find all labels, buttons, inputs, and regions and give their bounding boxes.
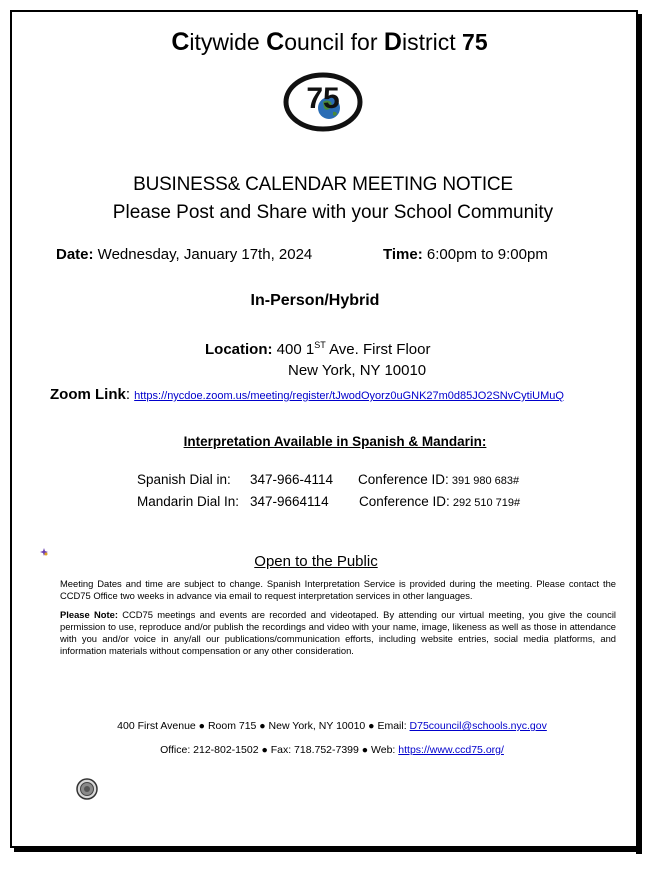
spanish-dial-number: 347-966-4114 xyxy=(250,472,334,487)
open-to-public-heading: Open to the Public xyxy=(254,553,378,570)
meeting-date: Date: Wednesday, January 17th, 2024 xyxy=(56,246,313,263)
district-75-logo xyxy=(283,72,363,132)
nyc-seal-icon xyxy=(76,778,98,800)
zoom-link[interactable]: https://nycdoe.zoom.us/meeting/register/tJwodOyorz0uGNK27m0d85JO2SNvCytiUMuQ xyxy=(134,390,564,402)
footer-address: 400 First Avenue ● Room 715 ● New York, NY 10010 ● Email: D75council@schools.nyc.gov xyxy=(117,720,547,732)
svg-text:75: 75 xyxy=(306,82,340,115)
spanish-dial-label: Spanish Dial in: xyxy=(137,472,231,487)
page-border-shadow-bottom xyxy=(14,848,642,852)
mandarin-dial-label: Mandarin Dial In: xyxy=(137,494,240,509)
mandarin-conference-id: Conference ID: 292 510 719# xyxy=(359,494,521,509)
footer-email-link[interactable]: D75council@schools.nyc.gov xyxy=(409,720,547,732)
spanish-conference-id: Conference ID: 391 980 683# xyxy=(358,472,520,487)
meeting-location-city: New York, NY 10010 xyxy=(288,362,427,379)
notice-heading: BUSINESS& CALENDAR MEETING NOTICE xyxy=(133,174,513,195)
disclaimer-paragraph: Meeting Dates and time are subject to change. Spanish Interpretation Service is provided during the meeting. Please contact the CCD75 Office two weeks in advance via email to request interpretation services in other languages. xyxy=(60,578,616,601)
recording-notice-paragraph: Please Note: CCD75 meetings and events are recorded and videotaped. By attending our virtual meeting, you give the council permission to use, reproduce and/or publish the recordings and video with your name, image, likeness as well as those in attendance with you and/or voice in any/all our publications/communication efforts, including website entries, social media platforms, and information materials without compensation or any other consideration. xyxy=(60,609,616,656)
mandarin-dial-number: 347-9664114 xyxy=(250,494,329,509)
meeting-location: Location: 400 1ST Ave. First Floor xyxy=(205,340,431,358)
council-title: Citywide Council for District 75 xyxy=(171,28,488,56)
meeting-time: Time: 6:00pm to 9:00pm xyxy=(383,246,548,263)
notice-subheading: Please Post and Share with your School Community xyxy=(112,202,554,223)
zoom-link-row: Zoom Link: https://nycdoe.zoom.us/meeting/register/tJwodOyorz0uGNK27m0d85JO2SNvCytiUMuQ xyxy=(50,386,564,403)
corner-mark-icon xyxy=(634,846,644,856)
footer-website-link[interactable]: https://www.ccd75.org/ xyxy=(398,744,504,756)
interpretation-heading: Interpretation Available in Spanish & Mandarin: xyxy=(183,434,487,449)
meeting-format: In-Person/Hybrid xyxy=(250,292,380,309)
footer-contact: Office: 212-802-1502 ● Fax: 718.752-7399 ● Web: https://www.ccd75.org/ xyxy=(160,744,504,756)
